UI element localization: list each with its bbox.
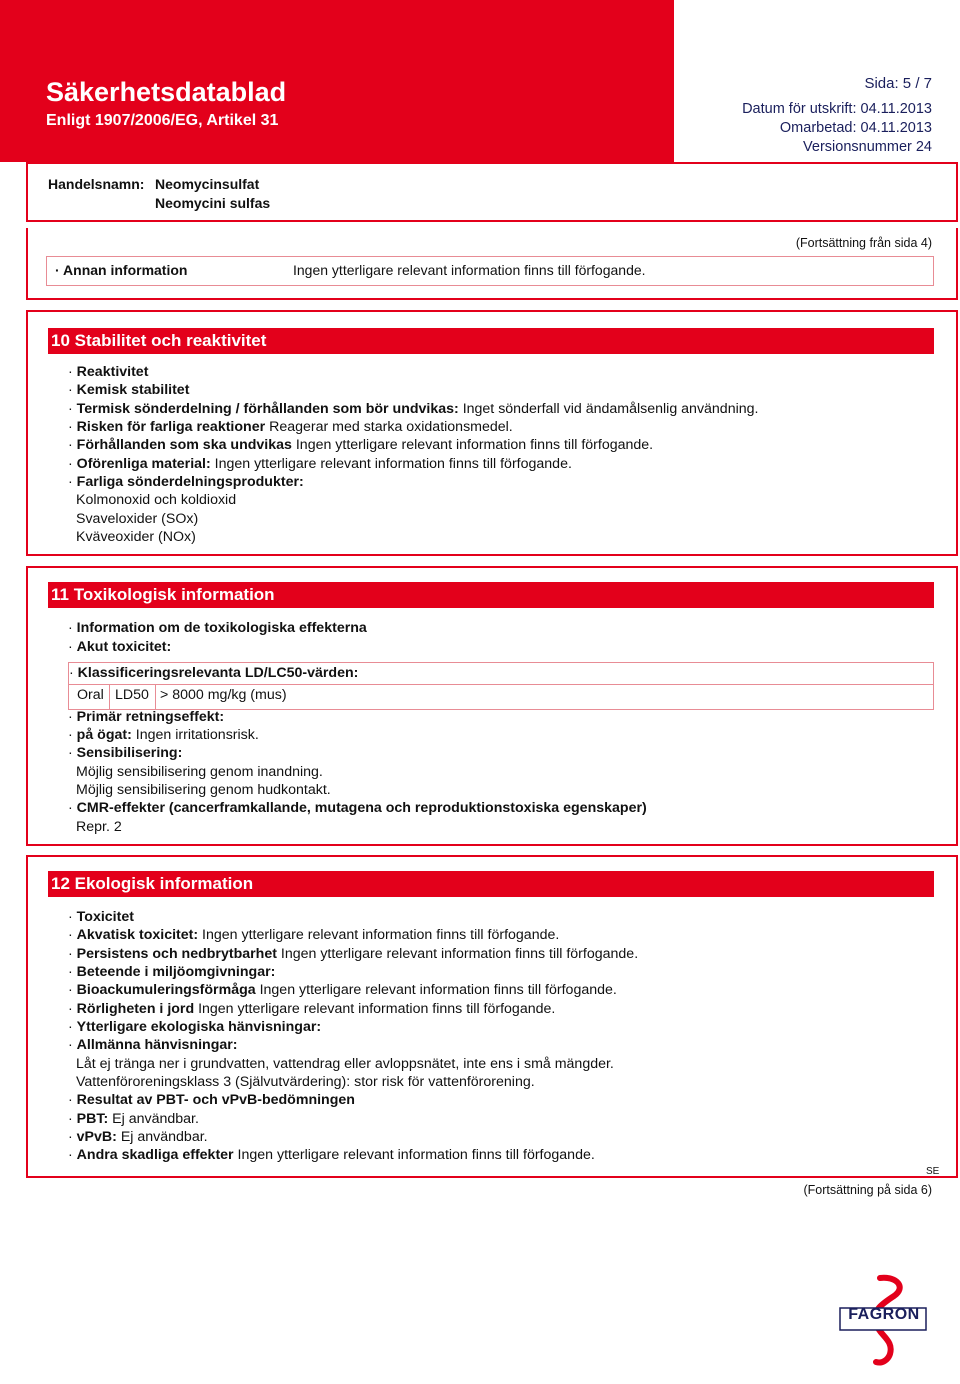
section-9-continuation [26,228,958,300]
ld-type: LD50 [115,687,149,703]
trade-name-1: Neomycinsulfat [155,176,260,192]
s10-line: · Risken för farliga reaktioner Reagerar med starka oxidationsmedel. [68,419,513,435]
print-date: Datum för utskrift: 04.11.2013 [742,101,932,117]
general-note: Vattenföroreningsklass 3 (Självutvärdering): stor risk för vattenförorening. [76,1074,535,1090]
section-11-title: 11 Toxikologisk information [48,582,934,608]
s12-line: · Rörligheten i jord Ingen ytterligare relevant information finns till förfogande. [68,1001,556,1017]
trade-name-2: Neomycini sulfas [155,195,271,211]
s12-line: · Toxicitet [68,909,134,925]
version-number: Versionsnummer 24 [803,139,932,155]
s10-line: · Oförenliga material: Ingen ytterligare relevant information finns till förfogande. [68,456,572,472]
s12-line: · Beteende i miljöomgivningar: [68,964,276,980]
ld-header: · Klassificeringsrelevanta LD/LC50-värden: [69,665,359,681]
sensitisation-note: Möjlig sensibilisering genom hudkontakt. [76,782,331,798]
s12-line: · Akvatisk toxicitet: Ingen ytterligare relevant information finns till förfogande. [68,927,560,943]
s11-line: · Akut toxicitet: [68,639,172,655]
s10-line: · Kemisk stabilitet [68,382,190,398]
sensitisation-note: Möjlig sensibilisering genom inandning. [76,764,323,780]
country-code: SE [926,1166,940,1177]
trade-name-box [26,162,958,222]
s12-line: · Persistens och nedbrytbarhet Ingen ytterligare relevant information finns till förfogande. [68,946,639,962]
s11-line: · Primär retningseffekt: [68,709,225,725]
page-number: Sida: 5 / 7 [864,75,932,92]
s12-line: · Allmänna hänvisningar: [68,1037,238,1053]
ld-value-row [68,685,934,710]
other-info-value: Ingen ytterligare relevant information finns till förfogande. [293,262,646,278]
s11-line: · CMR-effekter (cancerframkallande, mutagena och reproduktionstoxiska egenskaper) [68,800,647,816]
section-10 [26,310,958,556]
s11-line: · Sensibilisering: [68,745,183,761]
s12-line: · vPvB: Ej användbar. [68,1129,208,1145]
section-12 [26,855,958,1178]
s12-line: · Ytterligare ekologiska hänvisningar: [68,1019,322,1035]
s12-line: · PBT: Ej användbar. [68,1111,199,1127]
s10-line: · Termisk sönderdelning / förhållanden som bör undvikas: Inget sönderfall vid ändamålsenlig användning. [68,401,759,417]
logo-wordmark: FAGRON [848,1306,920,1323]
trade-name-label: Handelsnamn: [48,176,145,192]
section-11 [26,566,958,846]
s12-line: · Bioackumuleringsförmåga Ingen ytterligare relevant information finns till förfogande. [68,982,617,998]
other-info-row [46,256,934,286]
s10-line: · Förhållanden som ska undvikas Ingen ytterligare relevant information finns till förfogande. [68,437,654,453]
ld-header-row [68,662,934,685]
section-10-title: 10 Stabilitet och reaktivitet [48,328,934,354]
cell-divider [155,685,156,709]
cmr-value: Repr. 2 [76,819,122,835]
ld-route: Oral [77,687,104,703]
continued-from: (Fortsättning från sida 4) [795,236,932,250]
s12-line: · Resultat av PBT- och vPvB-bedömningen [68,1092,355,1108]
section-12-title: 12 Ekologisk information [48,871,934,897]
other-info-label: · Annan information [55,262,188,278]
s12-line: · Andra skadliga effekter Ingen ytterligare relevant information finns till förfogande. [68,1147,595,1163]
continued-on: (Fortsättning på sida 6) [803,1183,932,1197]
document-title: Säkerhetsdatablad [46,77,287,107]
s11-line: · Information om de toxikologiska effekterna [68,620,367,636]
decomposition-product: Svaveloxider (SOx) [76,511,199,527]
document-subtitle: Enligt 1907/2006/EG, Artikel 31 [46,112,279,129]
ld-value: > 8000 mg/kg (mus) [160,687,287,703]
decomposition-product: Kväveoxider (NOx) [76,529,196,545]
cell-divider [109,685,110,709]
decomposition-product: Kolmonoxid och koldioxid [76,492,237,508]
s11-line: · på ögat: Ingen irritationsrisk. [68,727,259,743]
s10-line: · Farliga sönderdelningsprodukter: [68,474,304,490]
s10-line: · Reaktivitet [68,364,149,380]
general-note: Låt ej tränga ner i grundvatten, vattendrag eller avloppsnätet, inte ens i små mängder. [76,1056,614,1072]
revised-date: Omarbetad: 04.11.2013 [779,120,932,136]
